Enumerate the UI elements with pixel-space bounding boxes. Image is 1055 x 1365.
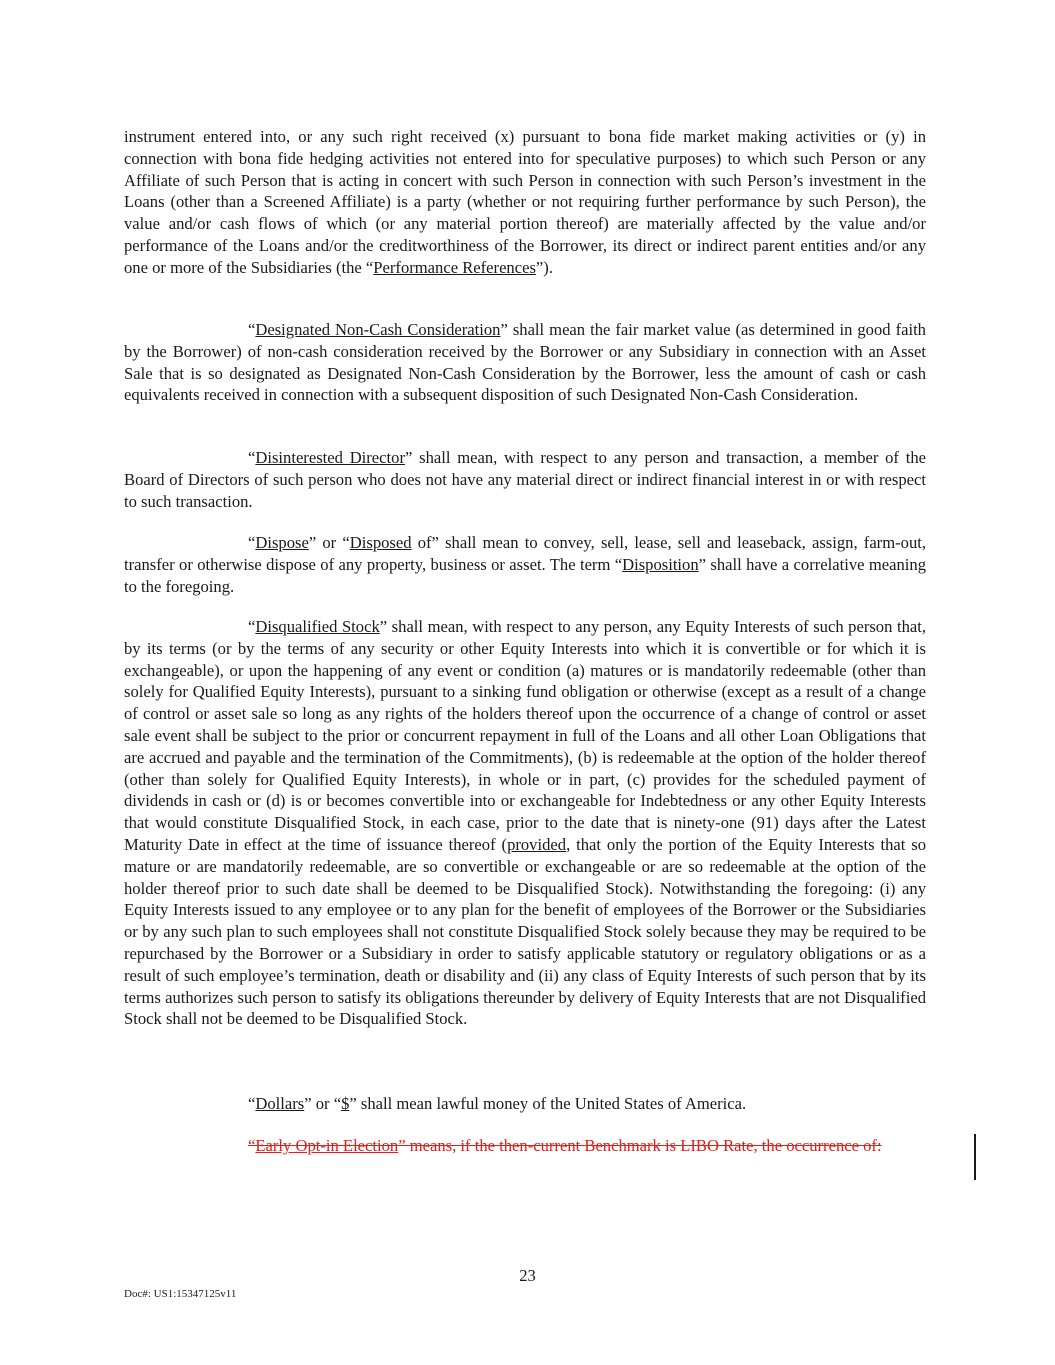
defined-term-disqualified-stock: Disqualified Stock	[255, 617, 380, 636]
definition-dollars: “Dollars” or “$” shall mean lawful money of the United States of America.	[248, 1094, 747, 1113]
defined-term-dollars: Dollars	[255, 1094, 305, 1113]
definition-disqualified-stock: “Disqualified Stock” shall mean, with respect to any person, any Equity Interests of such person that, by its terms (or by the terms of any security or other Equity Interests into which it is convertible or for which it is exchangeable), or upon the happening of any event or condition (a) matures or is mandatorily redeemable (other than solely for Qualified Equity Interests), pursuant to a sinking fund obligation or otherwise (except as a result of a change of control or asset sale so long as any rights of the holders thereof upon the occurrence of a change of control or asset sale event shall be subject to the prior or concurrent repayment in full of the Loans and all other Loan Obligations that are accrued and payable and the termination of the Commitments), (b) is redeemable at the option of the holder thereof (other than solely for Qualified Equity Interests), in whole or in part, (c) provides for the scheduled payment of dividends in cash or (d) is or becomes convertible into or exchangeable for Indebtedness or any other Equity Interests that would constitute Disqualified Stock, in each case, prior to the date that is ninety-one (91) days after the Latest Maturity Date in effect at the time of issuance thereof (provided, that only the portion of the Equity Interests that so mature or are mandatorily redeemable, are so convertible or exchangeable or are so redeemable at the option of the holder thereof prior to such date shall be deemed to be Disqualified Stock). Notwithstanding the foregoing: (i) any Equity Interests issued to any employee or to any plan for the benefit of employees of the Borrower or the Subsidiaries or by any such plan to such employees shall not constitute Disqualified Stock solely because they may be required to be repurchased by the Borrower or a Subsidiary in order to satisfy applicable statutory or regulatory obligations or as a result of such employee’s termination, death or disability and (ii) any class of Equity Interests of such person that by its terms authorizes such person to satisfy its obligations thereunder by delivery of Equity Interests that are not Disqualified Stock shall not be deemed to be Disqualified Stock.	[124, 617, 926, 1029]
document-id-footer: Doc#: US1:15347125v11	[124, 1288, 237, 1300]
definition-dispose: “Dispose” or “Disposed of” shall mean to convey, sell, lease, sell and leaseback, assign, farm-out, transfer or otherwise dispose of any property, business or asset. The term “Disposition” shall have a correlative meaning to the foregoing.	[124, 533, 926, 596]
defined-term-designated-non-cash-consideration: Designated Non-Cash Consideration	[255, 320, 501, 339]
defined-term-dispose: Dispose	[255, 533, 309, 552]
paragraph-performance-references: instrument entered into, or any such right received (x) pursuant to bona fide market making activities or (y) in connection with bona fide hedging activities not entered into for speculative purposes) to which such Person or any Affiliate of such Person that is acting in concert with such Person in connection with such Person’s investment in the Loans (other than a Screened Affiliate) is a party (whether or not requiring further performance by such Person), the value and/or cash flows of which (or any material portion thereof) are materially affected by the value and/or performance of the Loans and/or the creditworthiness of the Borrower, its direct or indirect parent entities and/or any one or more of the Subsidiaries (the “Performance References”).	[124, 127, 926, 277]
page-number: 23	[519, 1266, 536, 1285]
defined-term-performance-references: Performance References	[373, 257, 536, 277]
defined-term-disposition: Disposition	[622, 554, 699, 574]
deleted-definition-early-opt-in-election: “Early Opt-in Election” means, if the then-current Benchmark is LIBO Rate, the occurrence of:	[248, 1136, 882, 1155]
revision-change-bar	[974, 1134, 976, 1180]
defined-term-dollar-sign: $	[341, 1094, 350, 1113]
defined-term-early-opt-in-election: Early Opt-in Election	[255, 1136, 399, 1155]
definition-disinterested-director: “Disinterested Director” shall mean, with respect to any person and transaction, a member of the Board of Directors of such person who does not have any material direct or indirect financial interest in or with respect to such transaction.	[124, 448, 926, 511]
provided-term: provided	[507, 834, 567, 854]
defined-term-disinterested-director: Disinterested Director	[255, 448, 405, 467]
definition-designated-non-cash-consideration: “Designated Non-Cash Consideration” shall mean the fair market value (as determined in good faith by the Borrower) of non-cash consideration received by the Borrower or any Subsidiary in connection with an Asset Sale that is so designated as Designated Non-Cash Consideration by the Borrower, less the amount of cash or cash equivalents received in connection with a subsequent disposition of such Designated Non-Cash Consideration.	[124, 320, 926, 405]
defined-term-disposed: Disposed	[349, 533, 412, 552]
